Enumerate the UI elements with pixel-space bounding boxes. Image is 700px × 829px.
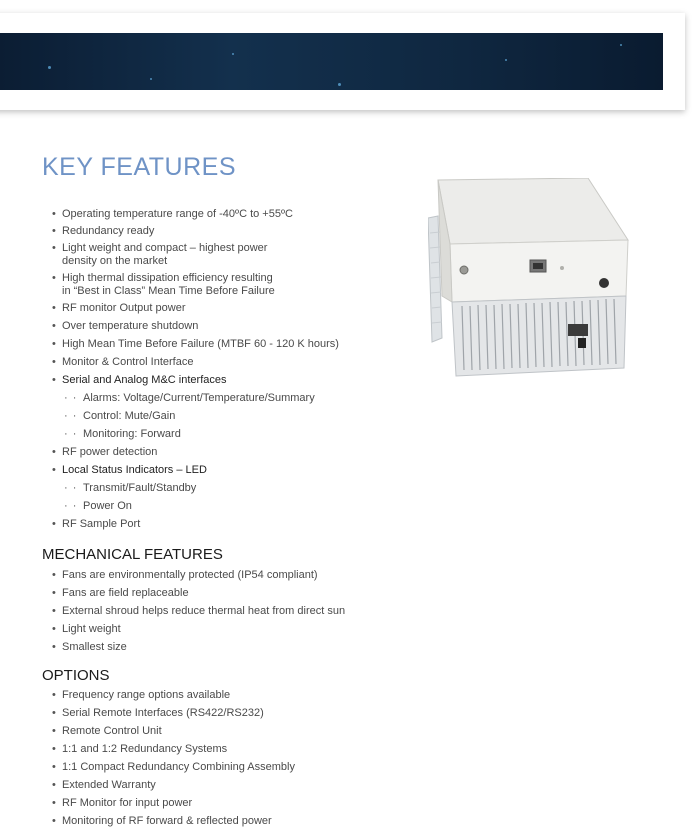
list-item: • Redundancy ready	[52, 225, 339, 238]
star-icon	[150, 78, 152, 80]
list-item: • High thermal dissipation efficiency resulting in “Best in Class” Mean Time Before Failure	[52, 272, 339, 298]
sub-list-item: · · Power On	[52, 500, 339, 513]
list-item: • Serial Remote Interfaces (RS422/RS232)	[52, 707, 295, 720]
list-item: • Frequency range options available	[52, 689, 295, 702]
list-item: • RF power detection	[52, 446, 339, 459]
star-icon	[232, 53, 234, 55]
list-item: • Light weight and compact – highest power density on the market	[52, 242, 339, 268]
list-item: • Operating temperature range of -40ºC to +55ºC	[52, 208, 339, 221]
sub-list-item: · · Monitoring: Forward	[52, 428, 339, 441]
list-item: • RF Monitor for input power	[52, 797, 295, 810]
sub-list-item: · · Control: Mute/Gain	[52, 410, 339, 423]
list-item: • Light weight	[52, 623, 345, 636]
list-item: • Monitor & Control Interface	[52, 356, 339, 369]
list-item: • RF Sample Port	[52, 518, 339, 531]
list-item: • Over temperature shutdown	[52, 320, 339, 333]
options-heading: OPTIONS	[42, 667, 110, 684]
list-item: • Serial and Analog M&C interfaces	[52, 374, 339, 387]
star-icon	[48, 66, 51, 69]
list-item: • Fans are environmentally protected (IP54 compliant)	[52, 569, 345, 582]
list-item: • External shroud helps reduce thermal heat from direct sun	[52, 605, 345, 618]
amplifier-enclosure-icon	[428, 178, 634, 378]
list-item: • Local Status Indicators – LED	[52, 464, 339, 477]
star-icon	[505, 59, 507, 61]
list-item: • 1:1 and 1:2 Redundancy Systems	[52, 743, 295, 756]
mechanical-features-heading: MECHANICAL FEATURES	[42, 546, 223, 563]
list-item: • Remote Control Unit	[52, 725, 295, 738]
options-list	[52, 689, 295, 828]
mechanical-features-list	[52, 569, 345, 654]
sub-list-item: · · Alarms: Voltage/Current/Temperature/Summary	[52, 392, 339, 405]
list-item: • Extended Warranty	[52, 779, 295, 792]
list-item: • Monitoring of RF forward & reflected power	[52, 815, 295, 828]
header-banner	[0, 33, 663, 90]
key-features-list	[52, 208, 339, 531]
product-illustration	[428, 178, 634, 378]
sub-list-item: · · Transmit/Fault/Standby	[52, 482, 339, 495]
list-item: • 1:1 Compact Redundancy Combining Assembly	[52, 761, 295, 774]
star-icon	[620, 44, 622, 46]
list-item: • Smallest size	[52, 641, 345, 654]
star-icon	[338, 83, 341, 86]
list-item: • Fans are field replaceable	[52, 587, 345, 600]
key-features-heading: KEY FEATURES	[42, 153, 237, 181]
list-item: • RF monitor Output power	[52, 302, 339, 315]
list-item: • High Mean Time Before Failure (MTBF 60 - 120 K hours)	[52, 338, 339, 351]
